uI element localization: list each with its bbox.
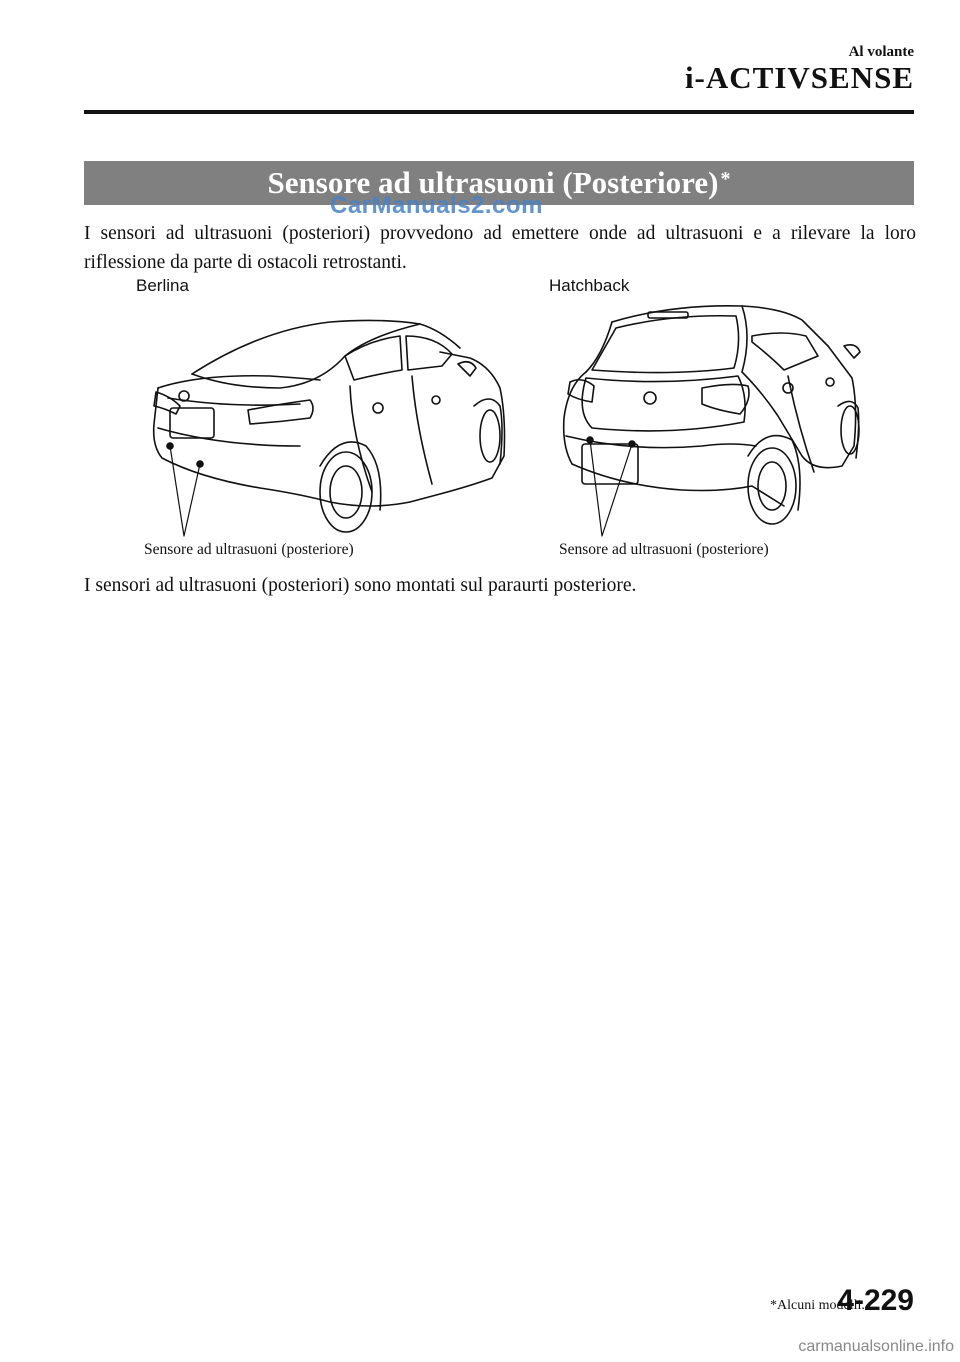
hatchback-rear-illustration (552, 296, 864, 544)
figure-caption-hatchback: Sensore ad ultrasuoni (posteriore) (559, 541, 769, 558)
figure-label-hatchback: Hatchback (549, 276, 630, 295)
page-number: 4-229 (837, 1284, 914, 1317)
intro-paragraph: I sensori ad ultrasuoni (posteriori) provvedono ad emettere onde ad ultrasuoni e a rilevare la loro riflessione da parte di ostacoli retrostanti. (84, 223, 916, 273)
section-title: i-ACTIVSENSE (684, 60, 914, 95)
optional-marker: * (720, 167, 731, 190)
header-divider (84, 110, 914, 114)
watermark-carmanuals2: CarManuals2.com (330, 192, 543, 219)
chapter-title: Al volante (848, 44, 914, 60)
footnote: *Alcuni modelli. (770, 1298, 865, 1313)
section-heading: Sensore ad ultrasuoni (Posteriore) (267, 165, 719, 200)
site-watermark: carmanualsonline.info (798, 1338, 954, 1355)
sedan-rear-illustration (140, 296, 515, 544)
figure-caption-sedan: Sensore ad ultrasuoni (posteriore) (144, 541, 354, 558)
body-paragraph: I sensori ad ultrasuoni (posteriori) sono montati sul paraurti posteriore. (84, 575, 637, 596)
figure-label-sedan: Berlina (136, 276, 189, 295)
